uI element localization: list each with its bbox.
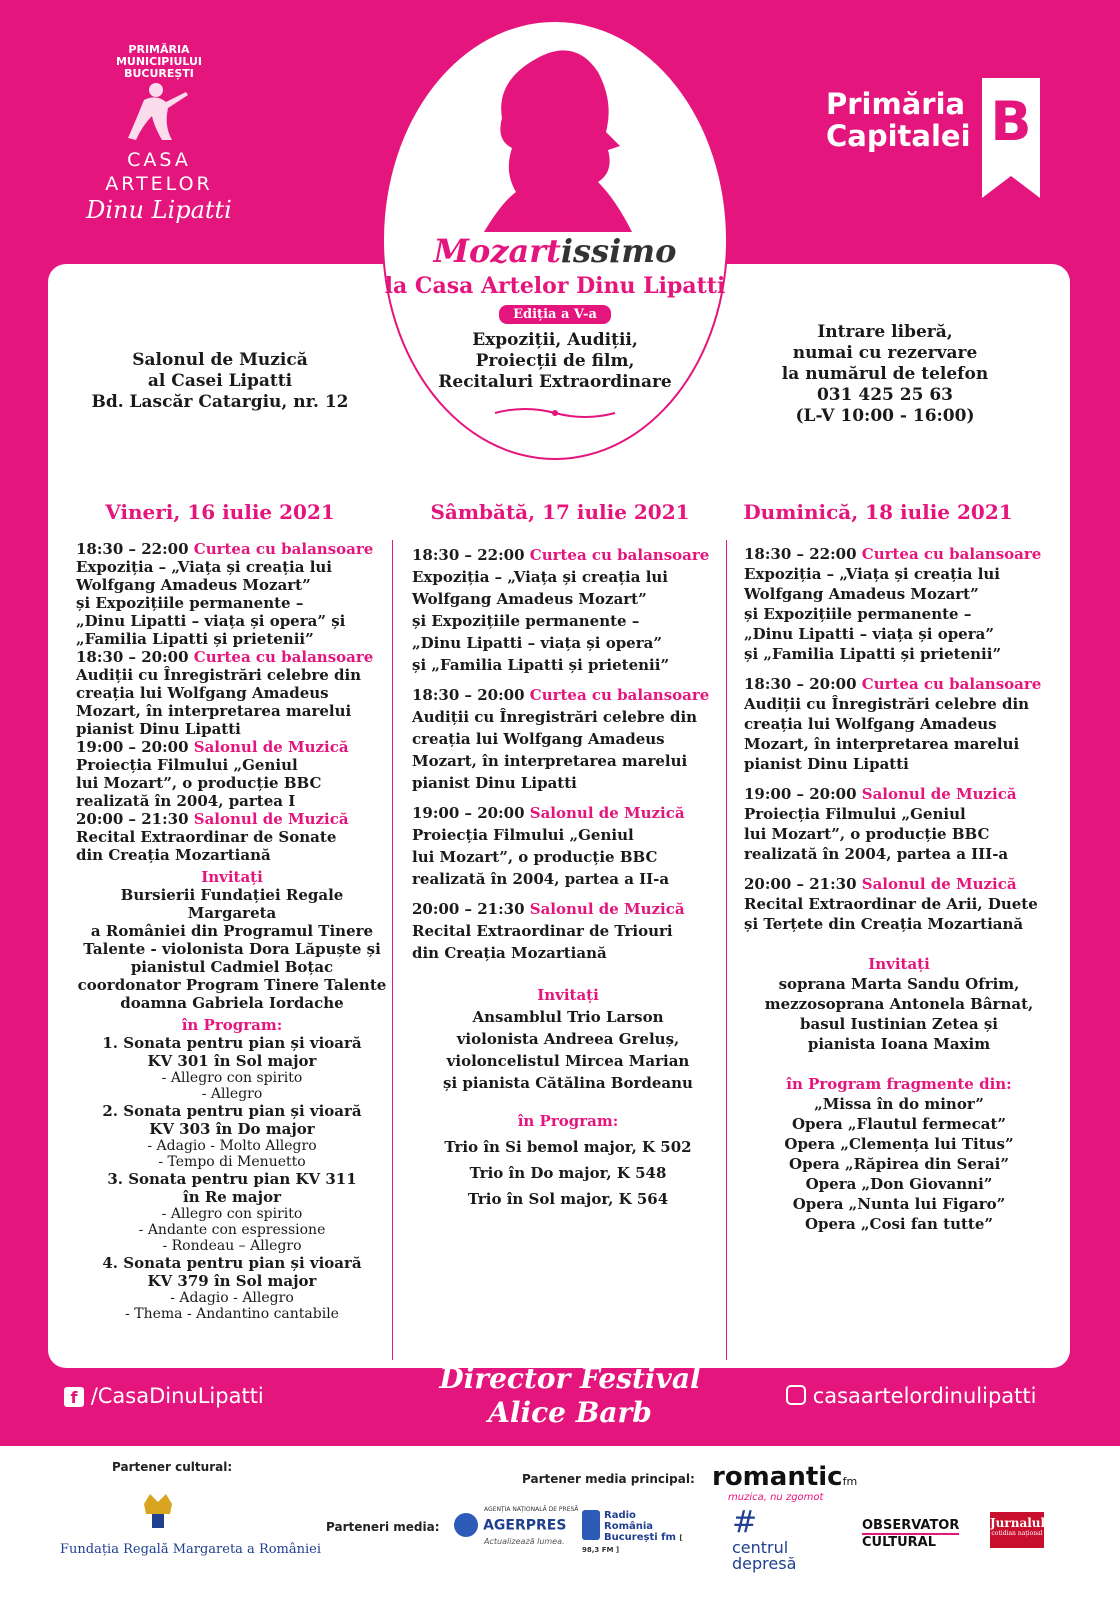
text-line: - Tempo di Menuetto [158,1154,306,1170]
text-line: - Allegro [201,1086,263,1102]
romantic-fm-text: fm [842,1475,858,1488]
flag-letter: B [990,90,1032,153]
director-name: Alice Barb [488,1396,652,1429]
text-line: creația lui Wolfgang Amadeus [744,715,997,733]
subtitle-line-3: Recitaluri Extraordinare [438,372,672,392]
text-line: 4. Sonata pentru pian și vioară [102,1254,362,1272]
text-line: în Program: [181,1016,283,1034]
text-line: Opera „Nunta lui Figaro” [792,1195,1006,1213]
entry-line-1: Intrare liberă, [817,322,953,342]
day-1-guests [76,868,388,1322]
column-divider-1 [392,540,393,1360]
venue-line-1: Salonul de Muzică [132,350,308,370]
text-line: Salonul de Muzică [529,900,685,918]
text-line: Opera „Clemența lui Titus” [784,1135,1014,1153]
event-heading [744,874,1054,894]
day-2-column [412,544,724,1210]
text-line: Salonul de Muzică [529,804,685,822]
radio-line-2: România [604,1521,654,1532]
text-line: din Creația Mozartiană [76,846,271,864]
text-line: Curtea cu balansoare [861,675,1042,693]
text-line: lui Mozart”, o producție BBC [76,774,322,792]
text-line: pianist Dinu Lipatti [744,755,909,773]
text-line: Audiții cu Înregistrări celebre din [412,708,698,726]
text-line: - Adagio - Allegro [170,1290,294,1306]
text-line: lui Mozart”, o producție BBC [412,848,658,866]
text-line: în Re major [183,1188,281,1206]
text-line: Proiecția Filmului „Geniul [76,756,298,774]
text-line: 18:30 – 20:00 [744,675,857,693]
text-line: și Terțete din Creația Mozartiană [744,915,1024,933]
text-line: și pianista Cătălina Bordeanu [443,1074,693,1092]
facebook-handle: /CasaDinuLipatti [90,1384,264,1408]
text-line: Curtea cu balansoare [861,545,1042,563]
text-line: Mozart, în interpretarea marelui [412,752,688,770]
text-line: Salonul de Muzică [861,785,1017,803]
text-line: pianista Ioana Maxim [807,1035,991,1053]
festival-title-block [384,212,726,425]
agerpres-top: AGENȚIA NAȚIONALĂ DE PRESĂ [484,1506,579,1513]
text-line: Salonul de Muzică [193,738,349,756]
facebook-icon: f [64,1387,84,1407]
text-line: - Adagio - Molto Allegro [147,1138,317,1154]
radio-icon [582,1510,600,1540]
text-line: 20:00 – 21:30 [412,900,525,918]
text-line: - Thema - Andantino cantabile [125,1306,339,1322]
text-line: Proiecția Filmului „Geniul [744,805,966,823]
text-line: - Andante con espressione [138,1222,326,1238]
day-3-column [744,544,1054,1234]
text-line: și „Familia Lipatti și prietenii” [412,656,670,674]
text-line: pianist Dinu Lipatti [76,720,241,738]
subtitle-line-1: Expoziții, Audiții, [472,330,638,350]
text-line: Invitați [201,868,263,886]
text-line: a României din Programul Tinere [90,922,374,940]
radio-frequency: [ 98,3 FM ] [582,1534,683,1554]
text-line: Wolfgang Amadeus Mozart” [412,590,647,608]
text-line: KV 379 în Sol major [147,1272,317,1290]
depresa-text: depresă [732,1554,797,1573]
text-line: 2. Sonata pentru pian și vioară [102,1102,362,1120]
text-line: „Dinu Lipatti – viața și opera” și [76,612,346,630]
text-line: București fm [604,1532,676,1543]
day-3-guests [744,954,1054,1234]
text-line: - Rondeau – Allegro [162,1238,302,1254]
text-line: soprana Marta Sandu Ofrim, [778,975,1020,993]
centrul-text: centrul [732,1538,789,1557]
event-heading [412,544,724,566]
venue-line-3: Bd. Lascăr Catargiu, nr. 12 [91,392,349,412]
text-line: 1. Sonata pentru pian și vioară [102,1034,362,1052]
jurnalul-tagline: cotidian național [991,1530,1043,1537]
casa-artelor-logo [84,44,234,244]
entry-info [760,322,1010,427]
event-heading [76,648,388,666]
entry-phone: 031 425 25 63 [816,385,954,405]
text-line: și „Familia Lipatti și prietenii” [744,645,1002,663]
entry-line-2: numai cu rezervare [792,343,978,363]
text-line: 18:30 – 22:00 [412,546,525,564]
director-label: Director Festival [439,1362,701,1395]
agerpres-logo [454,1506,578,1546]
text-line: KV 303 în Do major [149,1120,315,1138]
romantic-tagline: muzica, nu zgomot [728,1492,824,1503]
text-line: 18:30 – 22:00 [744,545,857,563]
text-line: Audiții cu Înregistrări celebre din [76,666,362,684]
text-line: 19:00 – 20:00 [744,785,857,803]
text-line: Bursierii Fundației Regale Margareta [120,886,344,922]
romantic-text: romantic [712,1462,843,1492]
text-line: mezzosoprana Antonela Bârnat, [764,995,1034,1013]
festival-name-a: Mozart [433,232,561,270]
text-line: Expoziția – „Viața și creația lui [744,565,1000,583]
text-line: și Expozițiile permanente – [76,594,304,612]
day-1-column [76,540,388,1322]
logo-signature: Dinu Lipatti [86,196,232,224]
capitalei-text: Capitalei [826,119,971,153]
edition-badge: Ediția a V-a [499,305,611,324]
text-line: pianist Dinu Lipatti [412,774,577,792]
agerpres-icon [454,1513,478,1537]
festival-location: la Casa Artelor Dinu Lipatti [384,273,726,299]
text-line: Salonul de Muzică [861,875,1017,893]
entry-line-3: la numărul de telefon [781,364,989,384]
text-line: 19:00 – 20:00 [412,804,525,822]
ornament-icon [485,405,625,421]
text-line: 18:30 – 20:00 [412,686,525,704]
text-line: Wolfgang Amadeus Mozart” [76,576,311,594]
media-partners-label: Parteneri media: [326,1520,440,1534]
text-line: Trio în Si bemol major, K 502 [444,1138,692,1156]
event-heading [412,898,724,920]
facebook-link[interactable] [64,1384,264,1408]
text-line: - Allegro con spirito [161,1070,303,1086]
text-line: Proiecția Filmului „Geniul [412,826,634,844]
observator-cultural-logo [862,1518,959,1550]
text-line: creația lui Wolfgang Amadeus [412,730,665,748]
text-line: și Expozițiile permanente – [412,612,640,630]
text-line: 18:30 – 22:00 [76,540,189,558]
festival-pre: Festivalul [506,212,604,233]
festival-director [420,1362,720,1430]
text-line: din Creația Mozartiană [412,944,607,962]
text-line: Recital Extraordinar de Arii, Duete [744,895,1038,913]
agerpres-tagline: Actualizează lumea. [484,1537,565,1546]
text-line: Salonul de Muzică [193,810,349,828]
romantic-fm-logo [712,1462,857,1503]
text-line: basul Iustinian Zetea și [800,1015,998,1033]
text-line: Mozart, în interpretarea marelui [76,702,352,720]
instagram-icon [786,1385,806,1405]
venue-info [60,350,380,413]
entry-hours: (L-V 10:00 - 16:00) [795,406,975,426]
text-line: Expoziția – „Viața și creația lui [76,558,332,576]
text-line: „Dinu Lipatti – viața și opera” [744,625,994,643]
text-line: Opera „Răpirea din Serai” [789,1155,1009,1173]
text-line: Curtea cu balansoare [529,686,710,704]
text-line: realizată în 2004, partea a II-a [412,870,670,888]
text-line: „Dinu Lipatti – viața și opera” [412,634,662,652]
text-line: Recital Extraordinar de Triouri [412,922,673,940]
day-1-title: Vineri, 16 iulie 2021 [105,500,335,524]
text-line: Wolfgang Amadeus Mozart” [744,585,979,603]
day-2-guests [412,984,724,1210]
venue-line-2: al Casei Lipatti [147,371,293,391]
radio-romania-logo [582,1510,700,1556]
text-line: violonista Andreea Greluș, [456,1030,680,1048]
cultural-partner-label: Partener cultural: [112,1460,233,1474]
text-line: Invitați [537,986,599,1004]
event-heading [744,544,1054,564]
text-line: realizată în 2004, partea I [76,792,296,810]
radio-line-1: Radio [604,1510,636,1521]
text-line: Talente - violonista Dora Lăpuște și [83,940,381,958]
event-heading [76,738,388,756]
text-line: doamna Gabriela Iordache [120,994,344,1012]
logo-primaria-line: PRIMĂRIA [128,43,190,56]
partners-footer [0,1446,1120,1600]
text-line: în Program fragmente din: [786,1075,1012,1093]
text-line: 20:00 – 21:30 [76,810,189,828]
jurnalul-national-logo [990,1512,1044,1548]
day-3-title: Duminică, 18 iulie 2021 [743,500,1013,524]
text-line: și Expozițiile permanente – [744,605,972,623]
text-line: Opera „Cosi fan tutte” [804,1215,994,1233]
crown-icon [138,1486,178,1530]
primaria-capitalei-logo [826,78,1056,198]
instagram-link[interactable] [786,1384,1036,1408]
text-line: KV 301 în Sol major [147,1052,317,1070]
text-line: în Program: [517,1112,619,1130]
instagram-handle: casaartelordinulipatti [812,1384,1037,1408]
text-line: pianistul Cadmiel Boțac [130,958,334,976]
text-line: Curtea cu balansoare [529,546,710,564]
text-line: Curtea cu balansoare [193,648,374,666]
festival-subtitle [384,330,726,393]
bookmark-flag-icon [982,78,1040,198]
centrul-de-presa-logo [732,1506,796,1572]
agerpres-text: AGERPRES [483,1517,567,1534]
text-line: Recital Extraordinar de Sonate [76,828,337,846]
jurnalul-text: Jurnalul [990,1516,1046,1530]
logo-casa: CASA [127,149,191,171]
text-line: violoncelistul Mircea Marian [446,1052,690,1070]
logo-artelor: ARTELOR [105,173,213,195]
text-line: Trio în Sol major, K 564 [467,1190,669,1208]
festival-name [384,233,726,269]
text-line: Opera „Flautul fermecat” [791,1115,1007,1133]
text-line: Audiții cu Înregistrări celebre din [744,695,1030,713]
text-line: realizată în 2004, partea a III-a [744,845,1009,863]
text-line: Mozart, în interpretarea marelui [744,735,1020,753]
event-heading [76,540,388,558]
text-line: Expoziția – „Viața și creația lui [412,568,668,586]
event-heading [412,684,724,706]
cultural-partner-name: Fundația Regală Margareta a României [60,1542,322,1557]
main-media-partner-label: Partener media principal: [522,1472,695,1486]
event-heading [744,784,1054,804]
text-line: „Familia Lipatti și prietenii” [76,630,314,648]
text-line: Trio în Do major, K 548 [469,1164,667,1182]
cultural-text: CULTURAL [862,1533,959,1550]
primaria-text: Primăria [826,87,966,121]
column-divider-2 [726,540,727,1360]
text-line: Ansamblul Trio Larson [472,1008,664,1026]
observator-text: OBSERVATOR [862,1518,960,1533]
text-line: Invitați [868,955,930,973]
subtitle-line-2: Proiecții de film, [475,351,635,371]
text-line: „Missa în do minor” [814,1095,984,1113]
text-line: Curtea cu balansoare [193,540,374,558]
event-heading [412,802,724,824]
hash-icon: # [732,1505,758,1540]
festival-oval [382,20,728,460]
day-2-title: Sâmbătă, 17 iulie 2021 [430,500,690,524]
event-heading [76,810,388,828]
mozart-silhouette-icon [384,22,726,232]
dancer-icon [114,80,204,142]
text-line: creația lui Wolfgang Amadeus [76,684,329,702]
text-line: Opera „Don Giovanni” [805,1175,993,1193]
event-heading [744,674,1054,694]
text-line: 19:00 – 20:00 [76,738,189,756]
logo-municipiului-line: MUNICIPIULUI [115,55,203,68]
festival-name-b: issimo [560,232,677,270]
text-line: coordonator Program Tinere Talente [77,976,387,994]
logo-bucuresti-line: BUCUREȘTI [124,67,194,80]
text-line: 20:00 – 21:30 [744,875,857,893]
text-line: 18:30 – 20:00 [76,648,189,666]
text-line: 3. Sonata pentru pian KV 311 [107,1170,357,1188]
text-line: lui Mozart”, o producție BBC [744,825,990,843]
text-line: - Allegro con spirito [161,1206,303,1222]
